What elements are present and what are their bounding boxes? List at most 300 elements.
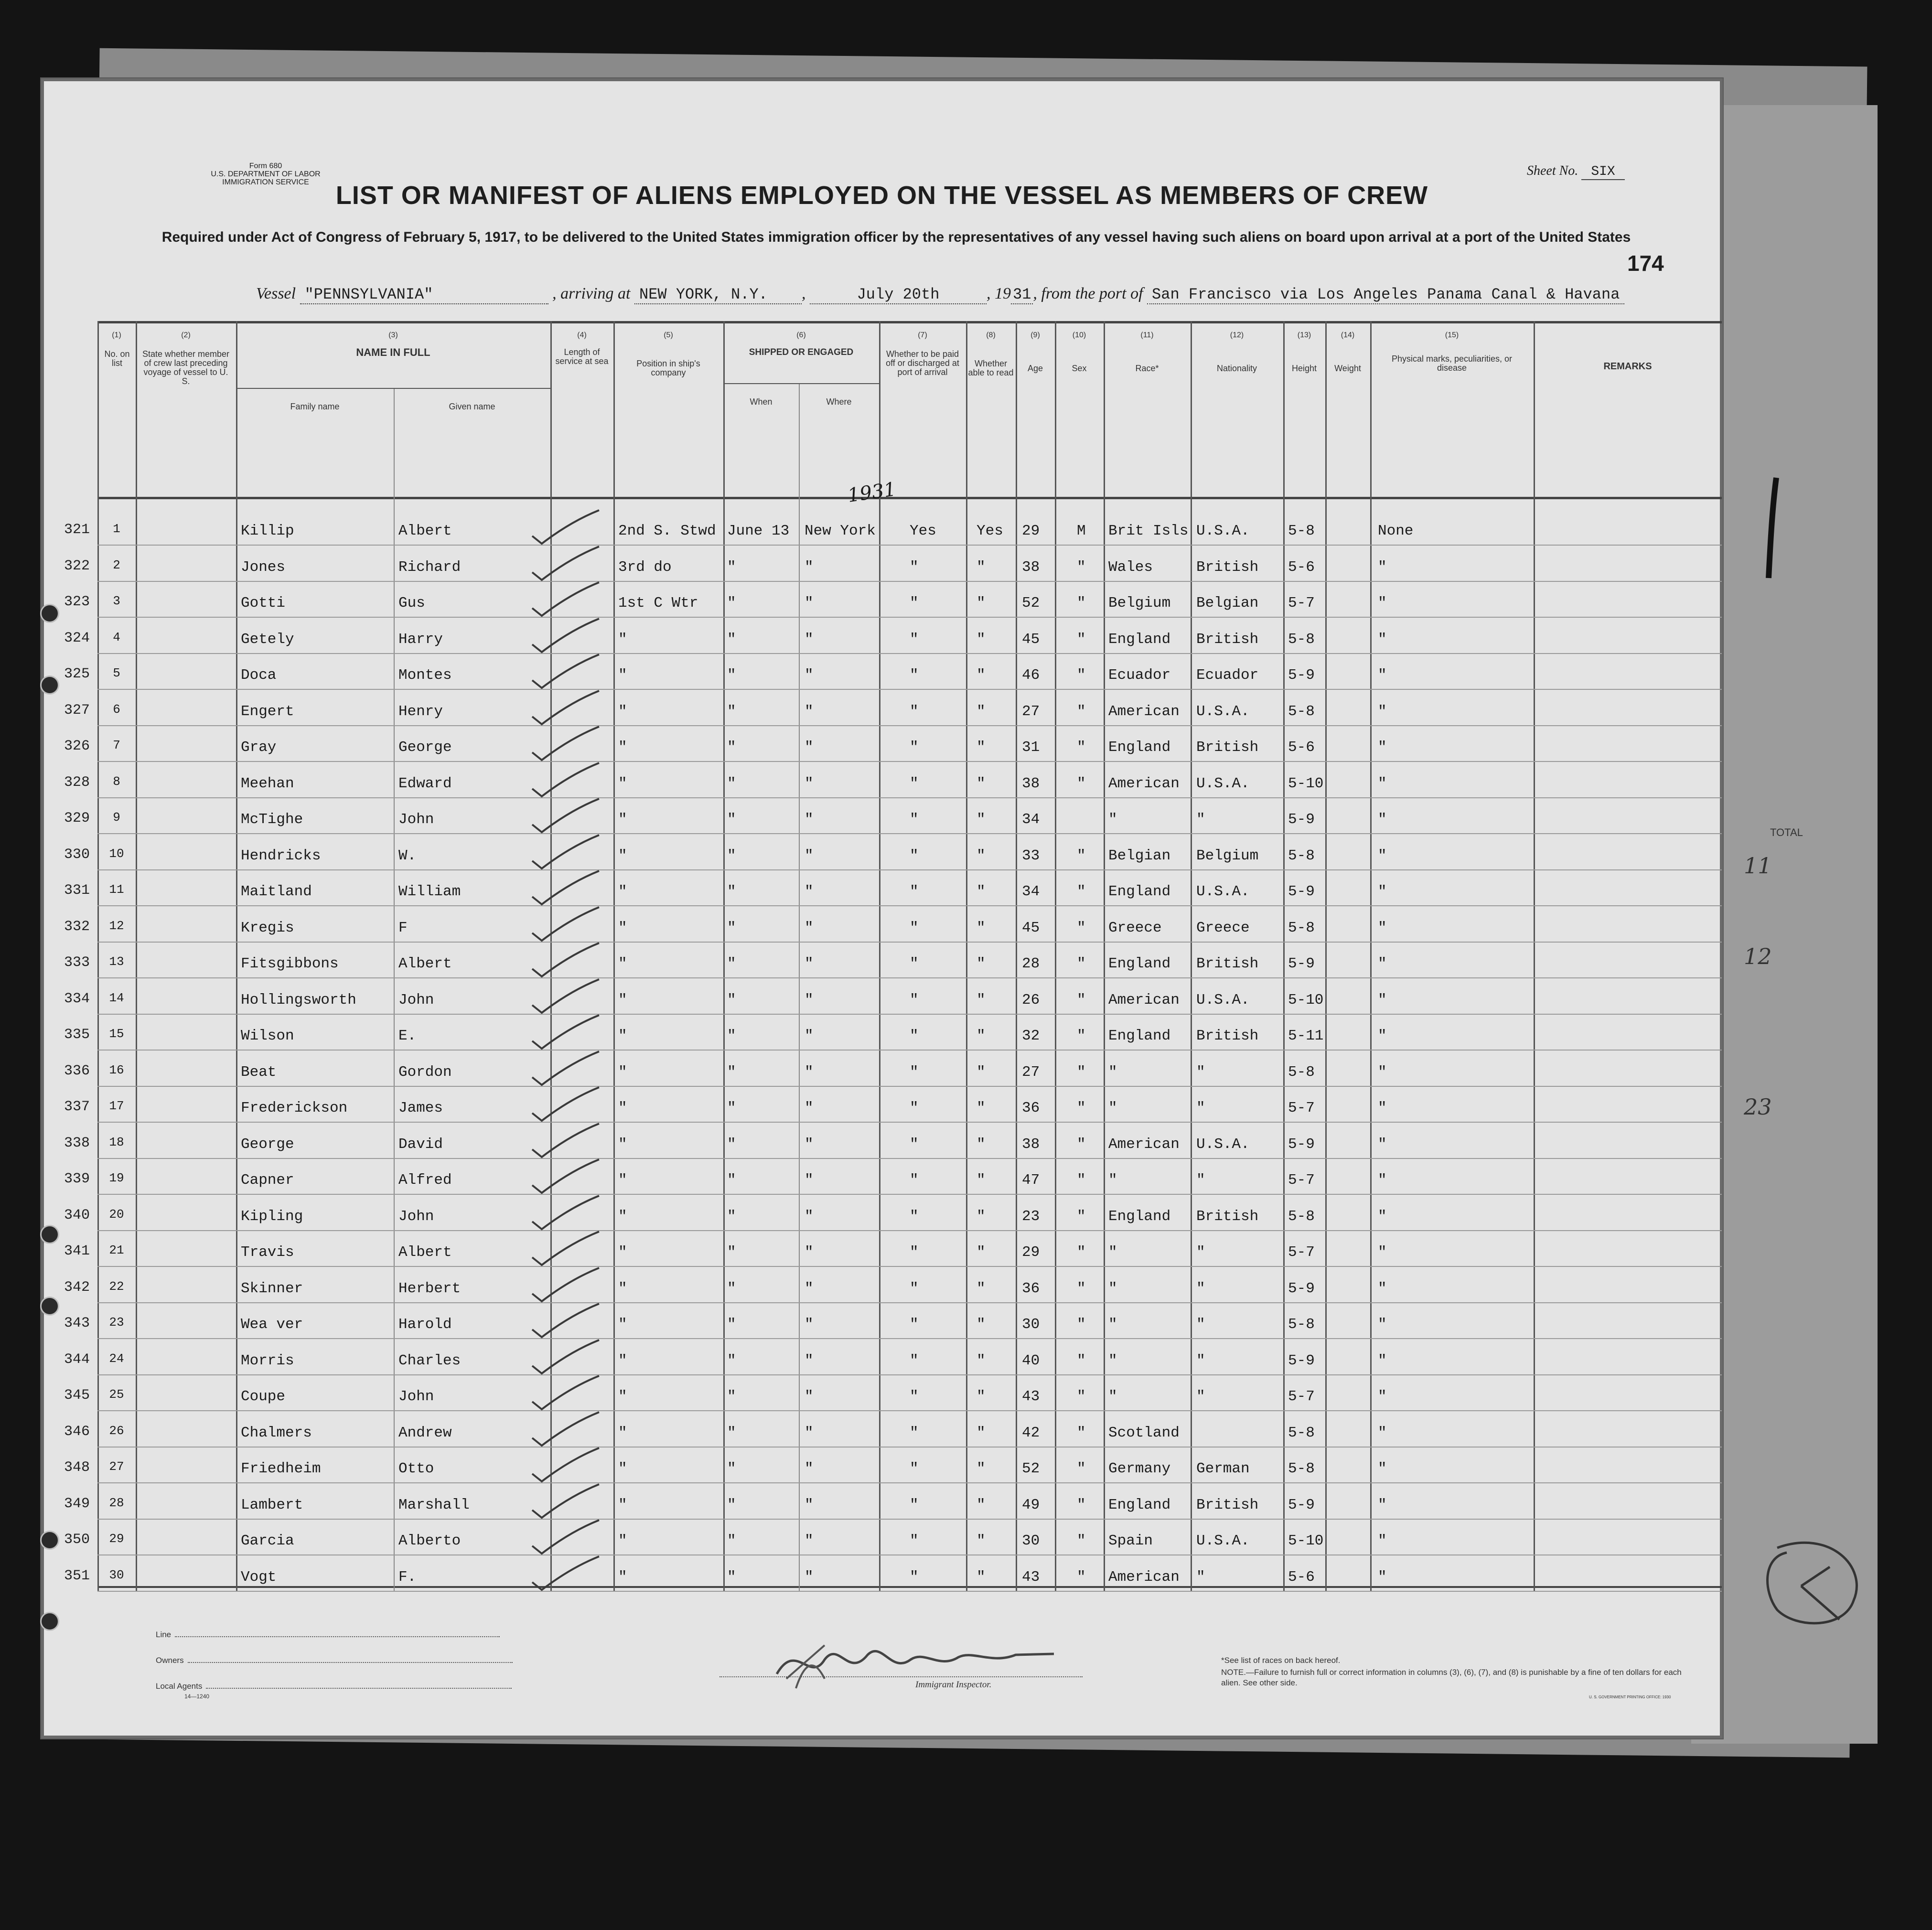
- col-num-10: (10): [1072, 331, 1086, 339]
- family-name: George: [241, 1136, 294, 1153]
- age: 29: [1022, 1244, 1040, 1261]
- row-number: 28: [109, 1495, 124, 1510]
- position: ": [618, 883, 627, 900]
- race: American: [1108, 775, 1180, 792]
- able-to-read: ": [977, 847, 986, 864]
- age: 42: [1022, 1424, 1040, 1441]
- margin-line-number: 329: [64, 810, 90, 826]
- race: American: [1108, 1136, 1180, 1153]
- shipped-when: ": [727, 1352, 736, 1369]
- able-to-read: ": [977, 1172, 986, 1189]
- race: Belgium: [1108, 595, 1171, 611]
- sex: ": [1077, 1388, 1086, 1405]
- height: 5-6: [1288, 1568, 1315, 1586]
- year-prefix: 19: [995, 285, 1011, 302]
- shipped-where: ": [805, 883, 814, 900]
- row-rule: [97, 1014, 1722, 1015]
- physical-marks: ": [1378, 847, 1387, 864]
- row-rule: [97, 1230, 1722, 1231]
- row-rule: [97, 689, 1722, 690]
- row-number: 13: [109, 954, 124, 969]
- vessel-name: "PENNSYLVANIA": [300, 286, 548, 304]
- paid-off: ": [910, 1100, 919, 1116]
- age: 23: [1022, 1208, 1040, 1225]
- height: 5-10: [1288, 775, 1324, 792]
- race: ": [1108, 1316, 1117, 1333]
- paid-off: ": [910, 775, 919, 792]
- height: 5-7: [1288, 1244, 1315, 1261]
- race: Wales: [1108, 558, 1153, 576]
- physical-marks: ": [1378, 919, 1387, 936]
- sex: ": [1077, 1208, 1086, 1225]
- row-number: 6: [113, 702, 120, 717]
- given-name: Herbert: [398, 1280, 461, 1297]
- margin-line-number: 328: [64, 774, 90, 791]
- family-name: Getely: [241, 631, 294, 648]
- col-num-9: (9): [1030, 331, 1040, 339]
- height: 5-10: [1288, 1533, 1324, 1549]
- paid-off: ": [910, 847, 919, 864]
- header-last-voyage: State whether member of crew last preceding voyage of vessel to U. S.: [142, 349, 230, 386]
- margin-line-number: 321: [64, 522, 90, 538]
- shipped-when: ": [727, 919, 736, 936]
- family-name: Skinner: [241, 1280, 303, 1297]
- page-title: LIST OR MANIFEST OF ALIENS EMPLOYED ON THE VESSEL AS MEMBERS OF CREW: [335, 181, 1428, 210]
- sex: ": [1077, 631, 1086, 648]
- arrival-year: 31: [1011, 286, 1033, 304]
- family-name: Maitland: [241, 883, 312, 900]
- margin-line-number: 331: [64, 882, 90, 899]
- family-name: Gray: [241, 739, 277, 756]
- shipped-when: ": [727, 811, 736, 828]
- able-to-read: ": [977, 919, 986, 936]
- shipped-when: ": [727, 667, 736, 684]
- shipped-when: ": [727, 991, 736, 1008]
- paid-off: ": [910, 667, 919, 684]
- shipped-where: ": [805, 1388, 814, 1405]
- age: 45: [1022, 631, 1040, 648]
- row-number: 7: [113, 738, 120, 752]
- physical-marks: ": [1378, 883, 1387, 900]
- height: 5-9: [1288, 1136, 1315, 1153]
- header-age: Age: [1027, 364, 1043, 373]
- row-rule: [97, 1591, 1722, 1592]
- shipped-where: ": [805, 955, 814, 972]
- shipped-where: ": [805, 1460, 814, 1477]
- able-to-read: ": [977, 955, 986, 972]
- col-num-5: (5): [664, 331, 673, 339]
- age: 34: [1022, 811, 1040, 828]
- col-num-7: (7): [918, 331, 927, 339]
- paid-off: ": [910, 1280, 919, 1297]
- shipped-when: ": [727, 1063, 736, 1081]
- margin-line-number: 334: [64, 990, 90, 1007]
- physical-marks: ": [1378, 1208, 1387, 1225]
- family-name: Travis: [241, 1244, 294, 1261]
- line-label: Line: [156, 1630, 172, 1639]
- position: ": [618, 1172, 627, 1189]
- paid-off: ": [910, 558, 919, 576]
- paid-off: ": [910, 1316, 919, 1333]
- row-rule: [97, 1158, 1722, 1159]
- sex: ": [1077, 955, 1086, 972]
- header-name-in-full: NAME IN FULL: [356, 346, 430, 358]
- family-name: Coupe: [241, 1388, 286, 1405]
- position: ": [618, 811, 627, 828]
- row-rule: [97, 1374, 1722, 1375]
- position: ": [618, 667, 627, 684]
- able-to-read: ": [977, 1424, 986, 1441]
- given-name: David: [398, 1136, 443, 1153]
- nationality: U.S.A.: [1196, 775, 1250, 792]
- physical-marks: ": [1378, 991, 1387, 1008]
- height: 5-8: [1288, 1424, 1315, 1441]
- race: American: [1108, 1568, 1180, 1586]
- shipped-when: ": [727, 1136, 736, 1153]
- given-name: James: [398, 1100, 443, 1116]
- sex: ": [1077, 991, 1086, 1008]
- shipped-when: ": [727, 1100, 736, 1116]
- punch-hole: [40, 1612, 59, 1631]
- shipped-where: ": [805, 595, 814, 611]
- race: England: [1108, 955, 1171, 972]
- row-number: 22: [109, 1279, 124, 1294]
- shipped-when: ": [727, 1280, 736, 1297]
- given-name: Harold: [398, 1316, 452, 1333]
- nationality: British: [1196, 1208, 1259, 1225]
- able-to-read: ": [977, 1460, 986, 1477]
- height: 5-8: [1288, 919, 1315, 936]
- position: ": [618, 1136, 627, 1153]
- col-num-14: (14): [1341, 331, 1355, 339]
- height: 5-7: [1288, 1388, 1315, 1405]
- race: ": [1108, 1352, 1117, 1369]
- nationality: ": [1196, 1280, 1205, 1297]
- height: 5-9: [1288, 955, 1315, 972]
- physical-marks: ": [1378, 1244, 1387, 1261]
- sex: ": [1077, 703, 1086, 720]
- paid-off: ": [910, 1244, 919, 1261]
- row-rule: [97, 833, 1722, 834]
- able-to-read: ": [977, 703, 986, 720]
- row-number: 2: [113, 558, 120, 572]
- family-name: Kregis: [241, 919, 294, 936]
- height: 5-7: [1288, 595, 1315, 611]
- margin-line-number: 322: [64, 558, 90, 574]
- paid-off: ": [910, 811, 919, 828]
- sheet-number-label: Sheet No.: [1527, 163, 1578, 178]
- header-service-length: Length of service at sea: [555, 347, 609, 366]
- col-num-13: (13): [1297, 331, 1311, 339]
- col-num-11: (11): [1140, 331, 1154, 339]
- shipped-where: ": [805, 739, 814, 756]
- row-rule: [97, 1266, 1722, 1267]
- age: 43: [1022, 1388, 1040, 1405]
- position: ": [618, 1352, 627, 1369]
- given-name: Montes: [398, 667, 452, 684]
- margin-line-number: 330: [64, 846, 90, 863]
- position: ": [618, 1244, 627, 1261]
- race: ": [1108, 1063, 1117, 1081]
- nationality: ": [1196, 1316, 1205, 1333]
- nationality: British: [1196, 1496, 1259, 1513]
- age: 30: [1022, 1316, 1040, 1333]
- given-name: William: [398, 883, 461, 900]
- nationality: ": [1196, 1244, 1205, 1261]
- sex: ": [1077, 1496, 1086, 1513]
- margin-total: TOTAL: [1770, 826, 1803, 838]
- paid-off: ": [910, 1424, 919, 1441]
- vessel-label: Vessel: [256, 285, 296, 302]
- header-paid-off: Whether to be paid off or discharged at port of arrival: [886, 349, 959, 377]
- physical-marks: None: [1378, 523, 1414, 539]
- row-rule: [97, 1338, 1722, 1339]
- height: 5-7: [1288, 1100, 1315, 1116]
- margin-line-number: 335: [64, 1027, 90, 1043]
- nationality: U.S.A.: [1196, 883, 1250, 900]
- paid-off: ": [910, 1388, 919, 1405]
- row-rule: [97, 869, 1722, 870]
- shipped-when: ": [727, 883, 736, 900]
- physical-marks: ": [1378, 595, 1387, 611]
- sex: ": [1077, 883, 1086, 900]
- race: England: [1108, 883, 1171, 900]
- margin-line-number: 346: [64, 1423, 90, 1440]
- given-name: Alfred: [398, 1172, 452, 1189]
- physical-marks: ": [1378, 1388, 1387, 1405]
- shipped-when: ": [727, 1424, 736, 1441]
- given-name: F.: [398, 1568, 417, 1586]
- age: 26: [1022, 991, 1040, 1008]
- margin-line-number: 342: [64, 1279, 90, 1296]
- able-to-read: ": [977, 1316, 986, 1333]
- shipped-where: ": [805, 1316, 814, 1333]
- row-rule: [97, 653, 1722, 654]
- sex: ": [1077, 558, 1086, 576]
- shipped-where: New York: [805, 523, 876, 539]
- nationality: ": [1196, 1172, 1205, 1189]
- family-name: Meehan: [241, 775, 294, 792]
- sex: ": [1077, 1424, 1086, 1441]
- position: ": [618, 991, 627, 1008]
- position: ": [618, 1316, 627, 1333]
- shipped-where: ": [805, 1244, 814, 1261]
- family-name: Chalmers: [241, 1424, 312, 1441]
- sex: ": [1077, 1316, 1086, 1333]
- nationality: ": [1196, 1568, 1205, 1586]
- family-name: Capner: [241, 1172, 294, 1189]
- race: Brit Isls: [1108, 523, 1189, 539]
- punch-hole: [40, 1531, 59, 1550]
- row-rule: [97, 761, 1722, 762]
- check-mark: [527, 1553, 609, 1596]
- col-num-15: (15): [1445, 331, 1459, 339]
- able-to-read: ": [977, 1280, 986, 1297]
- race: England: [1108, 739, 1171, 756]
- race: Belgian: [1108, 847, 1171, 864]
- paid-off: ": [910, 1460, 919, 1477]
- physical-marks: ": [1378, 1063, 1387, 1081]
- shipped-where: ": [805, 1280, 814, 1297]
- age: 52: [1022, 1460, 1040, 1477]
- shipped-when: ": [727, 1028, 736, 1044]
- shipped-when: ": [727, 775, 736, 792]
- paid-off: ": [910, 1172, 919, 1189]
- age: 31: [1022, 739, 1040, 756]
- margin-line-number: 350: [64, 1532, 90, 1548]
- nationality: U.S.A.: [1196, 991, 1250, 1008]
- shipped-when: ": [727, 739, 736, 756]
- shipped-where: ": [805, 847, 814, 864]
- header-shipped-engaged: SHIPPED OR ENGAGED: [749, 347, 854, 357]
- height: 5-8: [1288, 1208, 1315, 1225]
- shipped-where: ": [805, 1172, 814, 1189]
- race: American: [1108, 991, 1180, 1008]
- margin-line-number: 325: [64, 666, 90, 682]
- family-name: Morris: [241, 1352, 294, 1369]
- given-name: Alberto: [398, 1533, 461, 1549]
- family-name: Engert: [241, 703, 294, 720]
- row-rule: [97, 617, 1722, 618]
- physical-marks: ": [1378, 1316, 1387, 1333]
- row-rule: [97, 545, 1722, 546]
- height: 5-9: [1288, 1352, 1315, 1369]
- physical-marks: ": [1378, 703, 1387, 720]
- header-no-on-list: No. on list: [104, 349, 130, 368]
- shipped-when: ": [727, 955, 736, 972]
- age: 36: [1022, 1100, 1040, 1116]
- height: 5-9: [1288, 667, 1315, 684]
- form-number: Form 680: [249, 162, 282, 170]
- given-name: Charles: [398, 1352, 461, 1369]
- margin-line-number: 344: [64, 1351, 90, 1368]
- physical-marks: ": [1378, 811, 1387, 828]
- sex: ": [1077, 1533, 1086, 1549]
- given-name: Otto: [398, 1460, 434, 1477]
- position: ": [618, 1496, 627, 1513]
- shipped-when: ": [727, 1568, 736, 1586]
- nationality: U.S.A.: [1196, 1533, 1250, 1549]
- given-name: Gus: [398, 595, 425, 611]
- margin-line-number: 351: [64, 1567, 90, 1584]
- row-rule: [97, 797, 1722, 798]
- inspector-label: Immigrant Inspector.: [915, 1680, 992, 1690]
- shipped-where: ": [805, 558, 814, 576]
- row-rule: [97, 1410, 1722, 1411]
- row-number: 3: [113, 594, 120, 608]
- age: 38: [1022, 558, 1040, 576]
- shipped-where: ": [805, 1352, 814, 1369]
- paid-off: ": [910, 595, 919, 611]
- position: ": [618, 955, 627, 972]
- race: Ecuador: [1108, 667, 1171, 684]
- able-to-read: ": [977, 883, 986, 900]
- height: 5-8: [1288, 1063, 1315, 1081]
- age: 46: [1022, 667, 1040, 684]
- margin-line-number: 339: [64, 1171, 90, 1187]
- age: 47: [1022, 1172, 1040, 1189]
- row-rule: [97, 725, 1722, 726]
- header-given-name: Given name: [449, 402, 495, 411]
- shipped-when: ": [727, 1208, 736, 1225]
- position: ": [618, 703, 627, 720]
- row-number: 1: [113, 522, 120, 536]
- race: American: [1108, 703, 1180, 720]
- row-number: 5: [113, 666, 120, 680]
- shipped-where: ": [805, 1063, 814, 1081]
- physical-marks: ": [1378, 739, 1387, 756]
- family-name: Killip: [241, 523, 294, 539]
- row-number: 19: [109, 1171, 124, 1185]
- shipped-when: ": [727, 631, 736, 648]
- row-number: 18: [109, 1135, 124, 1149]
- shipped-when: ": [727, 1388, 736, 1405]
- page-subtitle: Required under Act of Congress of February 5, 1917, to be delivered to the United States immigration officer by the representatives of any vessel having such aliens on board upon arrival at a port of the United States: [161, 229, 1631, 245]
- nationality: Belgian: [1196, 595, 1259, 611]
- owners-label: Owners: [156, 1656, 184, 1665]
- stamped-page-number: 174: [1627, 251, 1664, 276]
- row-number: 24: [109, 1351, 124, 1366]
- height: 5-8: [1288, 523, 1315, 539]
- row-number: 12: [109, 918, 124, 933]
- header-remarks: REMARKS: [1603, 361, 1652, 372]
- row-number: 29: [109, 1532, 124, 1546]
- row-rule: [97, 942, 1722, 943]
- given-name: Albert: [398, 523, 452, 539]
- height: 5-10: [1288, 991, 1324, 1008]
- shipped-when: ": [727, 847, 736, 864]
- position: ": [618, 1100, 627, 1116]
- row-number: 27: [109, 1459, 124, 1474]
- line-field: [156, 1630, 500, 1640]
- family-name: Friedheim: [241, 1460, 321, 1477]
- nationality: British: [1196, 631, 1259, 648]
- given-name: Andrew: [398, 1424, 452, 1441]
- nationality: ": [1196, 811, 1205, 828]
- given-name: John: [398, 1208, 434, 1225]
- shipped-when: ": [727, 1496, 736, 1513]
- able-to-read: ": [977, 1568, 986, 1586]
- margin-note-3: 23: [1744, 1094, 1772, 1120]
- sex: ": [1077, 1280, 1086, 1297]
- margin-note-2: 12: [1744, 944, 1772, 969]
- margin-line-number: 326: [64, 738, 90, 754]
- margin-line-number: 332: [64, 918, 90, 935]
- sheet-number-value: SIX: [1581, 164, 1624, 180]
- margin-line-number: 337: [64, 1099, 90, 1115]
- col-num-4: (4): [577, 331, 587, 339]
- position: 1st C Wtr: [618, 595, 698, 611]
- age: 33: [1022, 847, 1040, 864]
- age: 36: [1022, 1280, 1040, 1297]
- physical-marks: ": [1378, 1533, 1387, 1549]
- nationality: ": [1196, 1352, 1205, 1369]
- margin-line-number: 349: [64, 1495, 90, 1512]
- age: 38: [1022, 775, 1040, 792]
- sex: ": [1077, 1244, 1086, 1261]
- paid-off: ": [910, 631, 919, 648]
- family-name: Doca: [241, 667, 277, 684]
- physical-marks: ": [1378, 1100, 1387, 1116]
- race: England: [1108, 1208, 1171, 1225]
- crew-table: [64, 321, 1722, 1592]
- shipped-where: ": [805, 775, 814, 792]
- shipped-where: ": [805, 1424, 814, 1441]
- able-to-read: ": [977, 1208, 986, 1225]
- race: Germany: [1108, 1460, 1171, 1477]
- sex: ": [1077, 1063, 1086, 1081]
- able-to-read: ": [977, 775, 986, 792]
